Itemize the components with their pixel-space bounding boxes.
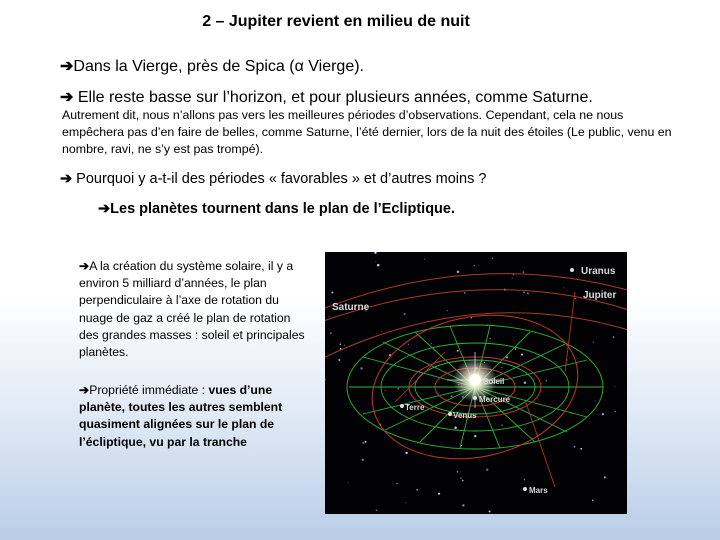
star: [340, 343, 341, 344]
arrow-icon: ➔: [60, 171, 73, 187]
property-emphasis: vues d’une planète, toutes les autres semblent quasiment alignées sur le plan de l’écliptique, vu par la tranche: [79, 383, 283, 449]
arrow-icon: ➔: [98, 201, 111, 217]
star: [474, 435, 476, 437]
star: [462, 504, 464, 506]
star: [397, 388, 399, 390]
label-terre: Terre: [405, 403, 425, 412]
star: [486, 469, 488, 471]
ecliptic-diagram: [325, 252, 627, 514]
arrow-icon: ➔: [79, 383, 90, 397]
ecliptic-line: [98, 201, 455, 217]
star: [360, 367, 363, 370]
property-paragraph: [79, 382, 311, 451]
star: [431, 343, 432, 344]
venus-dot: [448, 412, 452, 416]
property-prefix: Propriété immédiate :: [89, 383, 209, 397]
horizon-line: [60, 87, 593, 107]
star: [329, 316, 330, 317]
star: [376, 509, 378, 511]
star: [325, 379, 326, 381]
star: [471, 317, 473, 319]
star: [381, 331, 382, 332]
star: [575, 298, 576, 299]
star: [490, 338, 491, 339]
mars-dot: [523, 487, 527, 491]
star: [404, 313, 406, 315]
star: [506, 356, 508, 358]
star: [348, 482, 349, 483]
arrow-icon: ➔: [60, 58, 74, 75]
star: [462, 480, 464, 482]
star: [454, 426, 457, 429]
saturn-orbit: [325, 313, 627, 362]
star: [527, 293, 529, 295]
star: [613, 336, 615, 338]
label-jupiter: Jupiter: [583, 290, 617, 301]
star: [405, 502, 406, 503]
constellation-line: [60, 56, 364, 76]
star: [408, 344, 409, 345]
star: [377, 264, 380, 267]
constellation-text: Dans la Vierge, près de Spica (α Vierge).: [73, 58, 364, 75]
star: [523, 291, 525, 293]
star: [521, 354, 523, 356]
creation-text: A la création du système solaire, il y a environ 5 milliard d’années, le plan perpendiculaire à l’axe de rotation du nuage de gaz a créé le plan de rotation des grandes masses : soleil et principales planètes.: [79, 259, 305, 360]
star: [595, 400, 596, 401]
star: [464, 292, 466, 294]
star: [457, 271, 460, 274]
label-uranus: Uranus: [581, 266, 616, 277]
label-soleil: Soleil: [483, 377, 505, 386]
star: [501, 367, 502, 368]
star: [563, 287, 564, 288]
star: [474, 265, 475, 266]
star: [602, 413, 604, 415]
star: [396, 483, 398, 485]
star: [512, 278, 513, 279]
star: [416, 489, 418, 491]
slide-title: 2 – Jupiter revient en milieu de nuit: [202, 13, 470, 30]
star: [501, 424, 503, 426]
star: [515, 348, 516, 349]
mercury-dot: [473, 396, 477, 400]
star: [567, 360, 568, 361]
star: [365, 441, 367, 443]
arrow-icon: ➔: [60, 89, 74, 106]
star: [546, 380, 547, 381]
star: [574, 446, 576, 448]
star: [344, 345, 345, 346]
label-saturne: Saturne: [332, 302, 370, 313]
horizon-text: Elle reste basse sur l’horizon, et pour plusieurs années, comme Saturne.: [73, 89, 593, 106]
star: [523, 271, 525, 273]
creation-paragraph: [79, 258, 311, 361]
star: [424, 259, 425, 260]
star: [592, 500, 593, 501]
star: [614, 386, 615, 387]
star: [615, 411, 616, 412]
ecliptic-text: Les planètes tournent dans le plan de l’Ecliptique.: [110, 201, 455, 217]
star: [580, 448, 582, 450]
star: [457, 471, 459, 473]
uranus-dot: [570, 268, 574, 272]
label-mars: Mars: [529, 486, 548, 495]
star: [489, 510, 491, 512]
star: [438, 493, 440, 495]
star: [524, 381, 526, 383]
question-line: [60, 171, 486, 187]
star: [375, 261, 376, 262]
star: [460, 478, 462, 480]
star: [451, 395, 453, 397]
arrow-icon: ➔: [79, 259, 90, 273]
question-text: Pourquoi y a-t-il des périodes « favorables » et d’autres moins ?: [72, 171, 487, 187]
star: [604, 476, 606, 478]
star: [331, 291, 333, 293]
label-mercure: Mercure: [479, 395, 511, 404]
earth-dot: [400, 404, 404, 408]
observation-paragraph: Autrement dit, nous n’allons pas vers les meilleures périodes d’observations. Cependant, cela ne nous empêchera pas d’en faire de belles, comme Saturne, l’été dernier, lors de la nuit des étoiles (Le public, venu en nombre, ravi, ne s’y est pas trompé).: [62, 108, 672, 156]
star: [330, 332, 332, 334]
star: [405, 452, 407, 454]
star: [362, 459, 364, 461]
star: [362, 442, 364, 444]
star: [593, 342, 594, 343]
star: [447, 310, 449, 312]
solar-system-figure: [325, 252, 627, 514]
label-venus: Venus: [453, 411, 477, 420]
star: [338, 359, 340, 361]
star: [374, 252, 376, 254]
star: [457, 350, 459, 352]
star: [492, 258, 493, 259]
star: [385, 390, 386, 391]
star: [524, 479, 525, 480]
